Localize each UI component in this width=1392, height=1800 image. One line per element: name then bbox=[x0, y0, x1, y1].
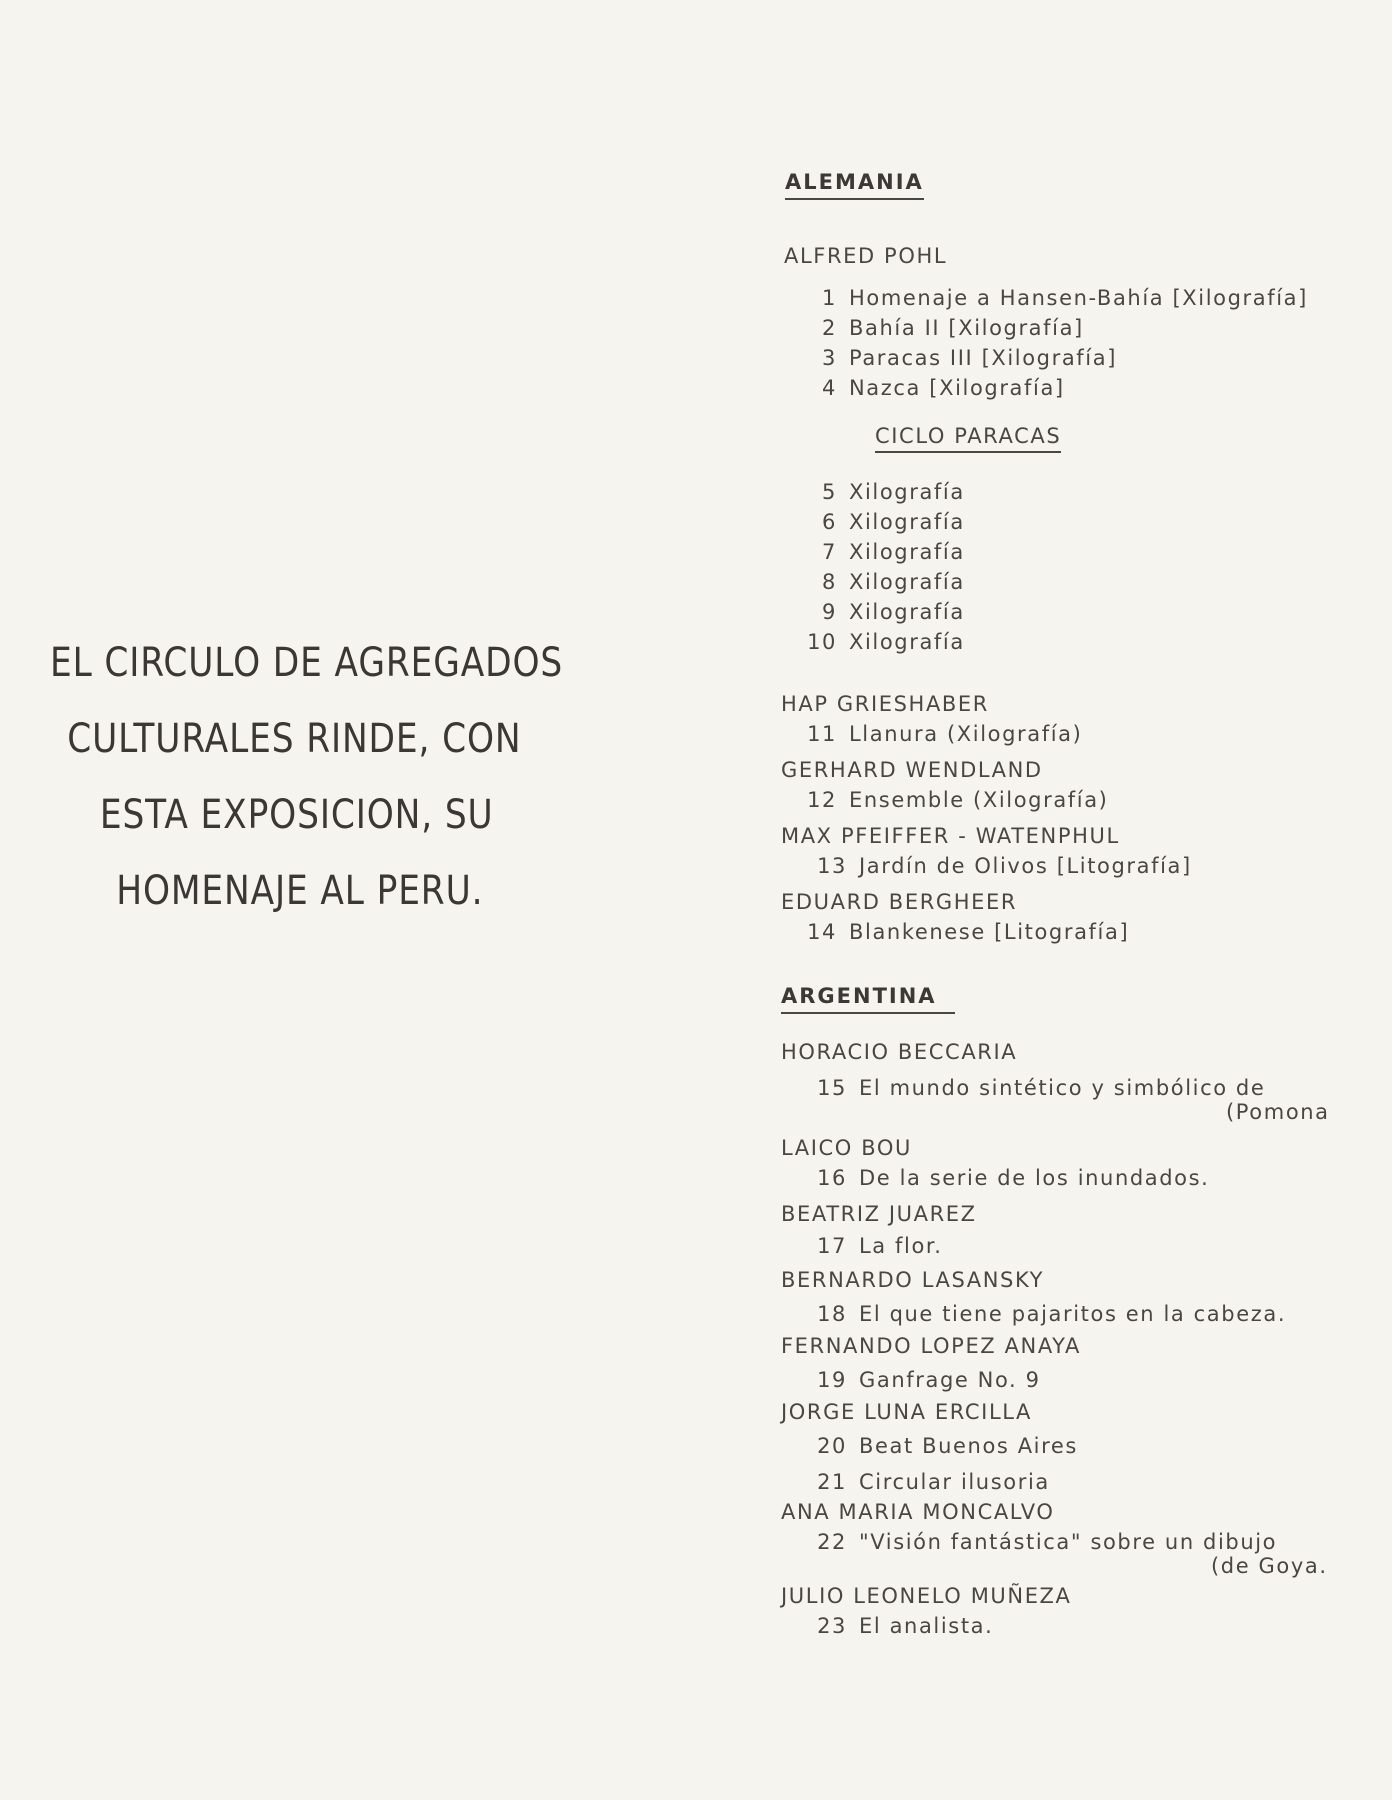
item-number: 15 bbox=[817, 1076, 847, 1100]
list-item bbox=[801, 788, 1108, 812]
item-title: Bahía II [Xilografía] bbox=[849, 316, 1084, 340]
item-number: 12 bbox=[807, 788, 837, 812]
artist-name: ANA MARIA MONCALVO bbox=[781, 1500, 1055, 1524]
item-title: El analista. bbox=[859, 1614, 994, 1638]
dedication-line-2: CULTURALES RINDE, CON bbox=[67, 716, 522, 762]
item-number: 3 bbox=[822, 346, 837, 370]
list-item bbox=[801, 570, 965, 594]
item-title: Xilografía bbox=[849, 510, 965, 534]
list-item bbox=[811, 1166, 1209, 1190]
list-item bbox=[801, 376, 1065, 400]
item-title: Xilografía bbox=[849, 600, 965, 624]
list-item bbox=[801, 540, 965, 564]
item-title: El mundo sintético y simbólico de bbox=[859, 1076, 1266, 1100]
item-number: 22 bbox=[817, 1530, 847, 1554]
item-title: Xilografía bbox=[849, 570, 965, 594]
item-title: "Visión fantástica" sobre un dibujo bbox=[859, 1530, 1278, 1554]
list-item bbox=[801, 920, 1129, 944]
item-title: Paracas III [Xilografía] bbox=[849, 346, 1117, 370]
artist-name: FERNANDO LOPEZ ANAYA bbox=[781, 1334, 1081, 1358]
artist-name: BEATRIZ JUAREZ bbox=[781, 1202, 977, 1226]
item-number: 19 bbox=[817, 1368, 847, 1392]
list-item bbox=[801, 346, 1117, 370]
item-title: Nazca [Xilografía] bbox=[849, 376, 1065, 400]
item-title-continuation: (Pomona bbox=[1226, 1100, 1330, 1124]
item-title: Ensemble (Xilografía) bbox=[849, 788, 1109, 812]
item-number: 21 bbox=[817, 1470, 847, 1494]
item-title: Beat Buenos Aires bbox=[859, 1434, 1078, 1458]
item-number: 8 bbox=[822, 570, 837, 594]
artist-name: BERNARDO LASANSKY bbox=[781, 1268, 1045, 1292]
list-item bbox=[811, 1434, 1078, 1458]
dedication-line-3: ESTA EXPOSICION, SU bbox=[99, 792, 494, 838]
cycle-heading: CICLO PARACAS bbox=[875, 424, 1061, 453]
artist-name: GERHARD WENDLAND bbox=[781, 758, 1043, 782]
list-item bbox=[801, 600, 965, 624]
list-item bbox=[811, 1234, 943, 1258]
item-title: Circular ilusoria bbox=[859, 1470, 1050, 1494]
dedication-line-4: HOMENAJE AL PERU. bbox=[116, 868, 484, 914]
item-number: 14 bbox=[807, 920, 837, 944]
artist-name: HAP GRIESHABER bbox=[781, 692, 989, 716]
item-number: 23 bbox=[817, 1614, 847, 1638]
list-item bbox=[811, 1470, 1050, 1494]
list-item bbox=[811, 1302, 1286, 1326]
artist-name: ALFRED POHL bbox=[784, 244, 948, 268]
item-title: Jardín de Olivos [Litografía] bbox=[859, 854, 1192, 878]
list-item bbox=[801, 316, 1084, 340]
item-number: 6 bbox=[822, 510, 837, 534]
list-item bbox=[801, 510, 965, 534]
item-number: 11 bbox=[807, 722, 837, 746]
list-item bbox=[801, 630, 965, 654]
item-title: Xilografía bbox=[849, 630, 965, 654]
item-number: 10 bbox=[807, 630, 837, 654]
artist-name: JORGE LUNA ERCILLA bbox=[781, 1400, 1033, 1424]
item-title: Xilografía bbox=[849, 480, 965, 504]
list-item bbox=[811, 1614, 993, 1638]
item-number: 13 bbox=[817, 854, 847, 878]
artist-name: HORACIO BECCARIA bbox=[781, 1040, 1018, 1064]
item-title: El que tiene pajaritos en la cabeza. bbox=[859, 1302, 1287, 1326]
item-title: Ganfrage No. 9 bbox=[859, 1368, 1041, 1392]
item-number: 7 bbox=[822, 540, 837, 564]
country-label: ALEMANIA bbox=[785, 170, 924, 200]
list-item bbox=[811, 854, 1192, 878]
item-number: 1 bbox=[822, 286, 837, 310]
item-number: 18 bbox=[817, 1302, 847, 1326]
country-heading-argentina bbox=[781, 984, 955, 1014]
item-number: 16 bbox=[817, 1166, 847, 1190]
country-heading-alemania bbox=[785, 170, 924, 200]
item-number: 20 bbox=[817, 1434, 847, 1458]
artist-name: LAICO BOU bbox=[781, 1136, 912, 1160]
list-item bbox=[811, 1076, 1265, 1100]
item-number: 2 bbox=[822, 316, 837, 340]
item-number: 4 bbox=[822, 376, 837, 400]
item-title: La flor. bbox=[859, 1234, 943, 1258]
item-number: 5 bbox=[822, 480, 837, 504]
item-title: Blankenese [Litografía] bbox=[849, 920, 1130, 944]
list-item bbox=[811, 1368, 1041, 1392]
item-number: 17 bbox=[817, 1234, 847, 1258]
item-title: Homenaje a Hansen-Bahía [Xilografía] bbox=[849, 286, 1308, 310]
item-title: Llanura (Xilografía) bbox=[849, 722, 1083, 746]
item-title: Xilografía bbox=[849, 540, 965, 564]
artist-name: EDUARD BERGHEER bbox=[781, 890, 1018, 914]
item-number: 9 bbox=[822, 600, 837, 624]
dedication-line-1: EL CIRCULO DE AGREGADOS bbox=[50, 640, 564, 686]
list-item bbox=[801, 286, 1308, 310]
list-item bbox=[811, 1530, 1277, 1554]
list-item bbox=[801, 722, 1082, 746]
item-title-continuation: (de Goya. bbox=[1211, 1554, 1328, 1578]
item-title: De la serie de los inundados. bbox=[859, 1166, 1210, 1190]
artist-name: JULIO LEONELO MUÑEZA bbox=[781, 1584, 1072, 1608]
list-item bbox=[801, 480, 965, 504]
country-label: ARGENTINA bbox=[781, 984, 955, 1014]
artist-name: MAX PFEIFFER - WATENPHUL bbox=[781, 824, 1120, 848]
